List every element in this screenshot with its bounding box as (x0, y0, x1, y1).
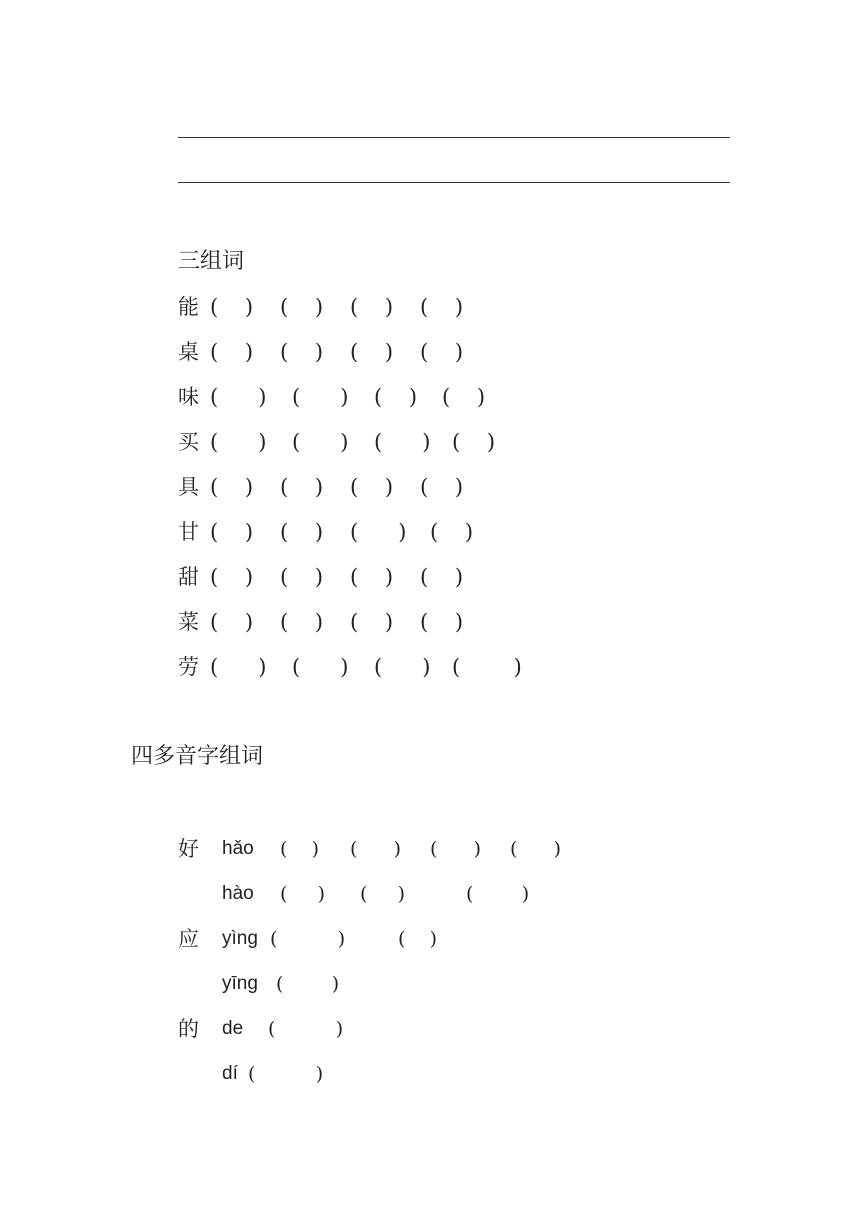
answer-blank[interactable]: ( ) (292, 655, 349, 679)
answer-blank[interactable]: ( ) (280, 565, 324, 589)
answer-blank[interactable]: ( ) (350, 295, 394, 319)
polyphonic-character: 的 (178, 1017, 199, 1041)
answer-line-2 (178, 182, 730, 183)
answer-blank[interactable]: ( ) (374, 430, 431, 454)
word-character: 桌 (178, 340, 199, 364)
answer-blank[interactable]: ( ) (430, 520, 474, 544)
answer-blank[interactable]: ( ) (420, 295, 464, 319)
answer-blank[interactable]: ( ) (374, 655, 431, 679)
answer-blank[interactable]: ( ) (210, 655, 267, 679)
answer-blank[interactable]: ( ) (430, 838, 482, 860)
answer-blank[interactable]: ( ) (420, 565, 464, 589)
answer-blank[interactable]: ( ) (510, 838, 562, 860)
pinyin-label: yìng (222, 928, 258, 949)
answer-blank[interactable]: ( ) (420, 340, 464, 364)
word-character: 劳 (178, 655, 199, 679)
answer-blank[interactable]: ( ) (466, 883, 530, 905)
answer-blank[interactable]: ( ) (398, 928, 437, 950)
answer-blank[interactable]: ( ) (276, 973, 340, 995)
answer-blank[interactable]: ( ) (280, 520, 324, 544)
answer-blank[interactable]: ( ) (350, 565, 394, 589)
answer-blank[interactable]: ( ) (350, 610, 394, 634)
answer-line-1 (178, 137, 730, 138)
answer-blank[interactable]: ( ) (350, 520, 407, 544)
polyphonic-character: 应 (178, 927, 199, 951)
answer-blank[interactable]: ( ) (420, 475, 464, 499)
answer-blank[interactable]: ( ) (350, 475, 394, 499)
answer-blank[interactable]: ( ) (210, 475, 254, 499)
word-character: 买 (178, 430, 199, 454)
answer-blank[interactable]: ( ) (280, 340, 324, 364)
answer-blank[interactable]: ( ) (268, 1018, 344, 1040)
answer-blank[interactable]: ( ) (350, 838, 402, 860)
answer-blank[interactable]: ( ) (292, 385, 349, 409)
answer-blank[interactable]: ( ) (210, 565, 254, 589)
answer-blank[interactable]: ( ) (280, 610, 324, 634)
pinyin-label: hào (222, 883, 254, 904)
pinyin-label: de (222, 1018, 244, 1039)
word-character: 菜 (178, 610, 199, 634)
answer-blank[interactable]: ( ) (420, 610, 464, 634)
answer-blank[interactable]: ( ) (210, 520, 254, 544)
answer-blank[interactable]: ( ) (442, 385, 486, 409)
word-character: 味 (178, 385, 199, 409)
section-title-group-words: 三组词 (178, 249, 245, 274)
answer-blank[interactable]: ( ) (350, 340, 394, 364)
word-character: 能 (178, 295, 199, 319)
section-title-polyphonic-words: 四多音字组词 (131, 744, 264, 769)
word-character: 甜 (178, 565, 199, 589)
pinyin-label: hǎo (222, 838, 254, 859)
answer-blank[interactable]: ( ) (280, 838, 319, 860)
answer-blank[interactable]: ( ) (360, 883, 406, 905)
pinyin-label: dí (222, 1063, 238, 1084)
word-character: 甘 (178, 520, 199, 544)
answer-blank[interactable]: ( ) (292, 430, 349, 454)
polyphonic-character: 好 (178, 837, 199, 861)
answer-blank[interactable]: ( ) (374, 385, 418, 409)
answer-blank[interactable]: ( ) (210, 385, 267, 409)
answer-blank[interactable]: ( ) (280, 295, 324, 319)
word-character: 具 (178, 475, 199, 499)
answer-blank[interactable]: ( ) (452, 655, 522, 679)
answer-blank[interactable]: ( ) (248, 1063, 324, 1085)
answer-blank[interactable]: ( ) (210, 340, 254, 364)
answer-blank[interactable]: ( ) (270, 928, 346, 950)
answer-blank[interactable]: ( ) (452, 430, 496, 454)
answer-blank[interactable]: ( ) (210, 610, 254, 634)
answer-blank[interactable]: ( ) (210, 295, 254, 319)
answer-blank[interactable]: ( ) (280, 475, 324, 499)
answer-blank[interactable]: ( ) (210, 430, 267, 454)
answer-blank[interactable]: ( ) (280, 883, 326, 905)
pinyin-label: yīng (222, 973, 258, 994)
